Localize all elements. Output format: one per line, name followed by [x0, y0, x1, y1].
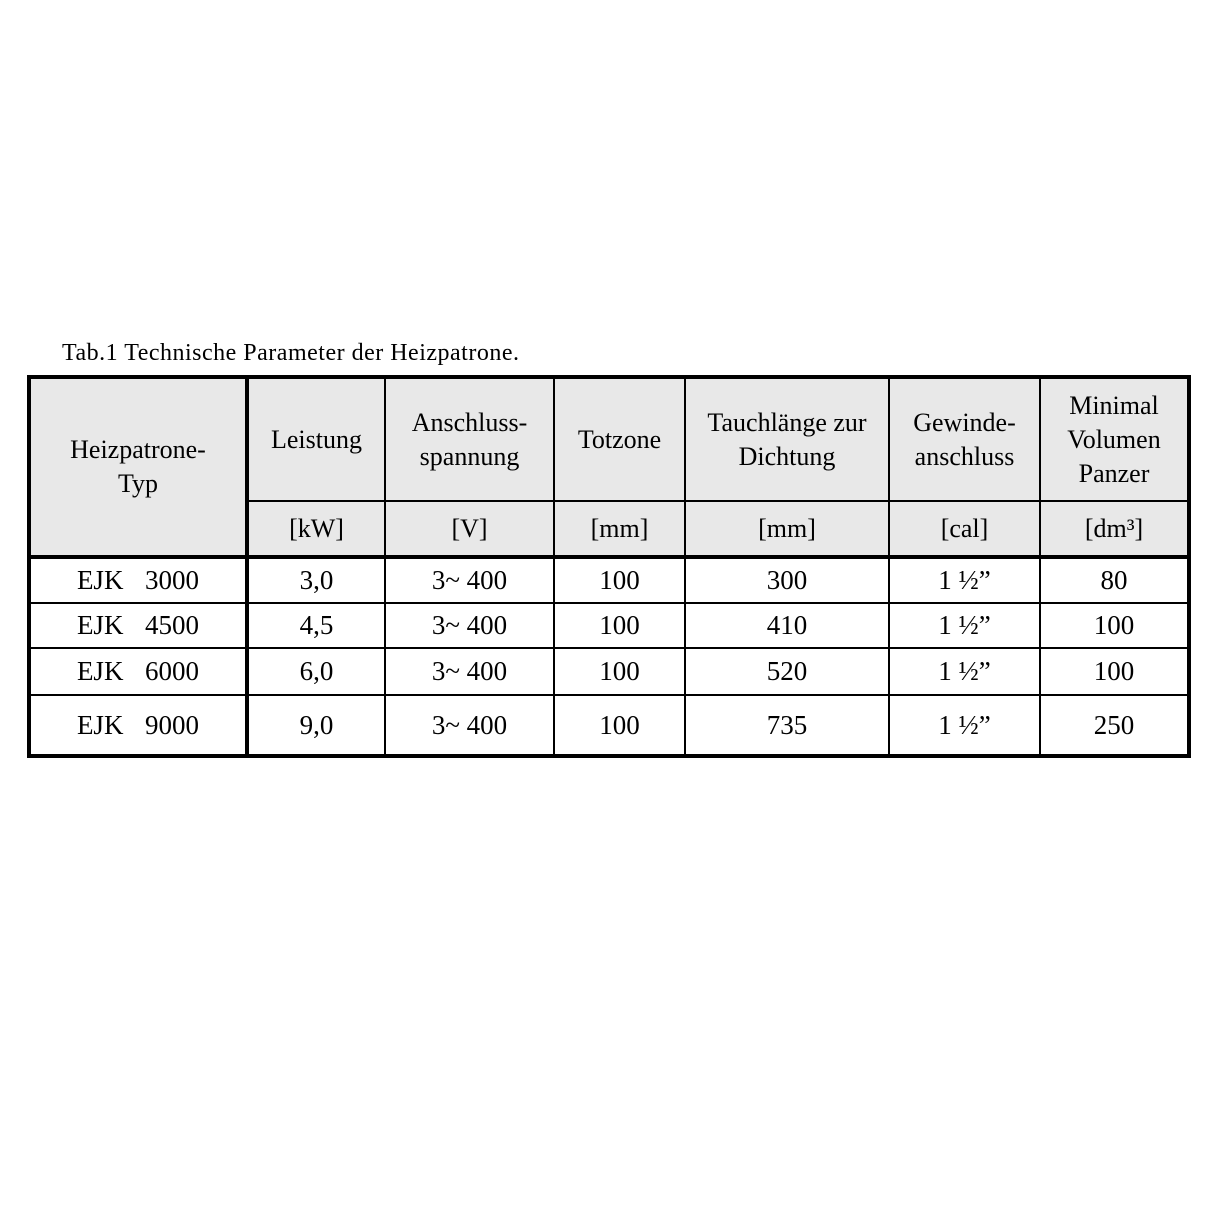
table-row	[29, 695, 1189, 756]
cell-totzone: 100	[554, 695, 685, 756]
col-header-totzone	[554, 377, 685, 501]
cell-spannung: 3~ 400	[385, 603, 554, 648]
unit-tauchlaenge: [mm]	[685, 501, 889, 557]
cell-volumen: 80	[1040, 557, 1189, 603]
col-header-minimal-volumen	[1040, 377, 1189, 501]
cell-leistung: 6,0	[247, 648, 385, 695]
cell-typ: EJK 4500	[29, 603, 247, 648]
table-row	[29, 603, 1189, 648]
unit-gewindeanschluss: [cal]	[889, 501, 1040, 557]
cell-spannung: 3~ 400	[385, 557, 554, 603]
cell-spannung: 3~ 400	[385, 695, 554, 756]
col-header-label: Gewinde-	[913, 407, 1016, 437]
cell-tauchlaenge: 735	[685, 695, 889, 756]
col-header-label: Panzer	[1078, 458, 1150, 488]
cell-spannung: 3~ 400	[385, 648, 554, 695]
cell-leistung: 4,5	[247, 603, 385, 648]
col-header-label: Dichtung	[738, 441, 836, 471]
col-header-label: anschluss	[914, 441, 1015, 471]
cell-volumen: 100	[1040, 648, 1189, 695]
col-header-label: Tauchlänge zur	[707, 407, 867, 437]
unit-anschlussspannung: [V]	[385, 501, 554, 557]
cell-gewinde: 1 ½”	[889, 695, 1040, 756]
cell-typ: EJK 3000	[29, 557, 247, 603]
col-header-anschlussspannung	[385, 377, 554, 501]
table-row	[29, 648, 1189, 695]
cell-tauchlaenge: 300	[685, 557, 889, 603]
col-header-label: Leistung	[271, 424, 362, 454]
cell-volumen: 100	[1040, 603, 1189, 648]
cell-gewinde: 1 ½”	[889, 557, 1040, 603]
table-caption: Tab.1 Technische Parameter der Heizpatrone.	[62, 340, 520, 366]
col-header-leistung	[247, 377, 385, 501]
unit-totzone: [mm]	[554, 501, 685, 557]
col-header-label: Minimal	[1069, 390, 1159, 420]
col-header-label: Totzone	[577, 424, 662, 454]
unit-minimal-volumen: [dm³]	[1040, 501, 1189, 557]
cell-volumen: 250	[1040, 695, 1189, 756]
header-row-names	[29, 377, 1189, 501]
col-header-heizpatrone-typ	[29, 377, 247, 557]
cell-tauchlaenge: 410	[685, 603, 889, 648]
parameters-table	[27, 375, 1191, 758]
col-header-label: Typ	[117, 469, 159, 498]
cell-gewinde: 1 ½”	[889, 648, 1040, 695]
cell-leistung: 3,0	[247, 557, 385, 603]
col-header-label: Heizpatrone-	[70, 435, 206, 464]
unit-leistung: [kW]	[247, 501, 385, 557]
col-header-label: Volumen	[1067, 424, 1161, 454]
cell-gewinde: 1 ½”	[889, 603, 1040, 648]
cell-tauchlaenge: 520	[685, 648, 889, 695]
col-header-gewindeanschluss	[889, 377, 1040, 501]
cell-totzone: 100	[554, 648, 685, 695]
col-header-tauchlaenge	[685, 377, 889, 501]
cell-totzone: 100	[554, 557, 685, 603]
table-body	[29, 557, 1189, 756]
cell-typ: EJK 6000	[29, 648, 247, 695]
table-row	[29, 557, 1189, 603]
cell-leistung: 9,0	[247, 695, 385, 756]
table-header	[29, 377, 1189, 557]
cell-totzone: 100	[554, 603, 685, 648]
col-header-label: spannung	[419, 441, 520, 471]
cell-typ: EJK 9000	[29, 695, 247, 756]
col-header-label: Anschluss-	[411, 407, 528, 437]
